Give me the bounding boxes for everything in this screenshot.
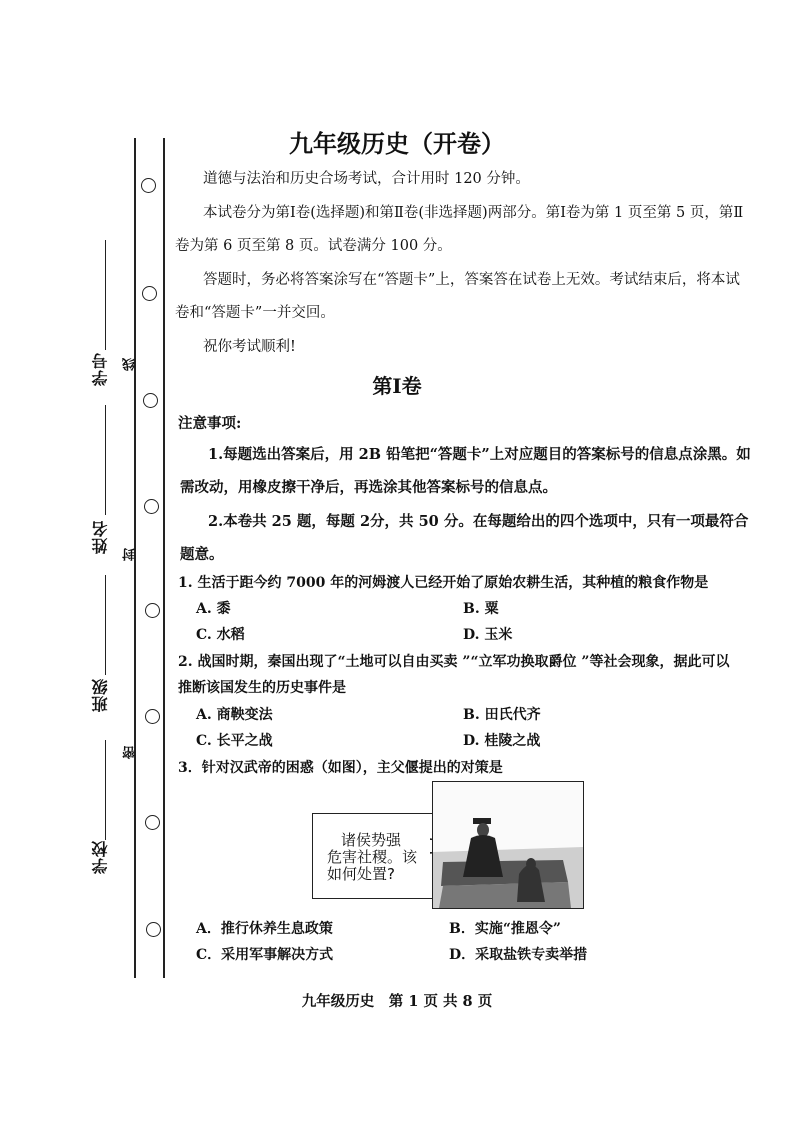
question-2-option-a: A. 商鞅变法 <box>196 707 273 723</box>
question-1-option-a: A. 黍 <box>196 601 231 617</box>
note-2: 2.本卷共 25 题，每题 2分，共 50 分。在每题给出的四个选项中，只有一项最符合题意。 <box>180 513 749 563</box>
binding-hole <box>145 709 160 724</box>
question-2-option-c: C. 长平之战 <box>196 733 273 749</box>
binding-hole <box>142 286 157 301</box>
question-2-stem-line-2: 推断该国发生的历史事件是 <box>178 680 346 696</box>
class-label: 班级 <box>91 678 110 712</box>
intro-time: 道德与法治和历史合场考试，合计用时 120 分钟。 <box>203 171 530 187</box>
question-3-option-a: A．推行休养生息政策 <box>196 921 333 937</box>
question-1-option-c: C. 水稻 <box>196 627 245 643</box>
speech-text: 诸侯势强 危害社稷。该 如何处置? <box>327 831 418 883</box>
binding-hole <box>145 603 160 618</box>
question-3-stem: 3．针对汉武帝的困惑（如图），主父偃提出的对策是 <box>178 760 503 776</box>
name-label: 姓名 <box>91 520 110 554</box>
binding-hole <box>144 499 159 514</box>
question-3-option-d: D．采取盐铁专卖举措 <box>449 947 588 963</box>
binding-hole <box>141 178 156 193</box>
question-1-stem: 1. 生活于距今约 7000 年的河姆渡人已经开始了原始农耕生活，其种植的粮食作物是 <box>178 575 709 591</box>
school-label: 学校 <box>91 840 110 874</box>
note-1: 1.每题选出答案后，用 2B 铅笔把“答题卡”上对应题目的答案标号的信息点涂黑。如需改动，用橡皮擦干净后，再选涂其他答案标号的信息点。 <box>180 446 751 496</box>
question-3-option-b: B．实施“推恩令” <box>449 921 561 937</box>
intro-answer-rules: 答题时，务必将答案涂写在“答题卡”上，答案答在试卷上无效。考试结束后，将本试卷和“答题卡”一并交回。 <box>175 272 740 321</box>
student-id-write-line <box>105 240 106 350</box>
question-1-option-b: B. 粟 <box>463 601 499 617</box>
seal-mark-line: 线 <box>123 358 138 371</box>
question-2-stem-line-1: 2. 战国时期，秦国出现了“土地可以自由买卖 ”“立军功换取爵位 ”等社会现象，据此可以 <box>178 654 730 670</box>
school-write-line <box>105 740 106 840</box>
notes-title: 注意事项: <box>178 415 242 432</box>
question-1-option-d: D. 玉米 <box>463 627 513 643</box>
emperor-illustration <box>432 781 584 909</box>
binding-hole <box>146 922 161 937</box>
binding-hole <box>145 815 160 830</box>
class-write-line <box>105 575 106 675</box>
question-2-option-d: D. 桂陵之战 <box>463 733 541 749</box>
intro-wishes: 祝你考试顺利! <box>203 339 296 355</box>
seal-mark-secret: 密 <box>123 746 138 759</box>
question-3-option-c: C．采用军事解决方式 <box>196 947 334 963</box>
page-footer: 九年级历史 第 1 页 共 8 页 <box>301 993 493 1010</box>
section-title: 第Ⅰ卷 <box>372 374 422 398</box>
page-title: 九年级历史（开卷） <box>289 129 505 158</box>
name-write-line <box>105 405 106 515</box>
seal-mark-seal: 封 <box>123 548 138 561</box>
intro-structure: 本试卷分为第Ⅰ卷(选择题)和第Ⅱ卷(非选择题)两部分。第Ⅰ卷为第 1 页至第 5 页，第Ⅱ卷为第 6 页至第 8 页。试卷满分 100 分。 <box>175 205 744 254</box>
student-id-label: 学号 <box>91 352 110 386</box>
binding-line-right <box>163 138 165 978</box>
emperor-figure-icon <box>433 782 583 908</box>
question-2-option-b: B. 田氏代齐 <box>463 707 541 723</box>
